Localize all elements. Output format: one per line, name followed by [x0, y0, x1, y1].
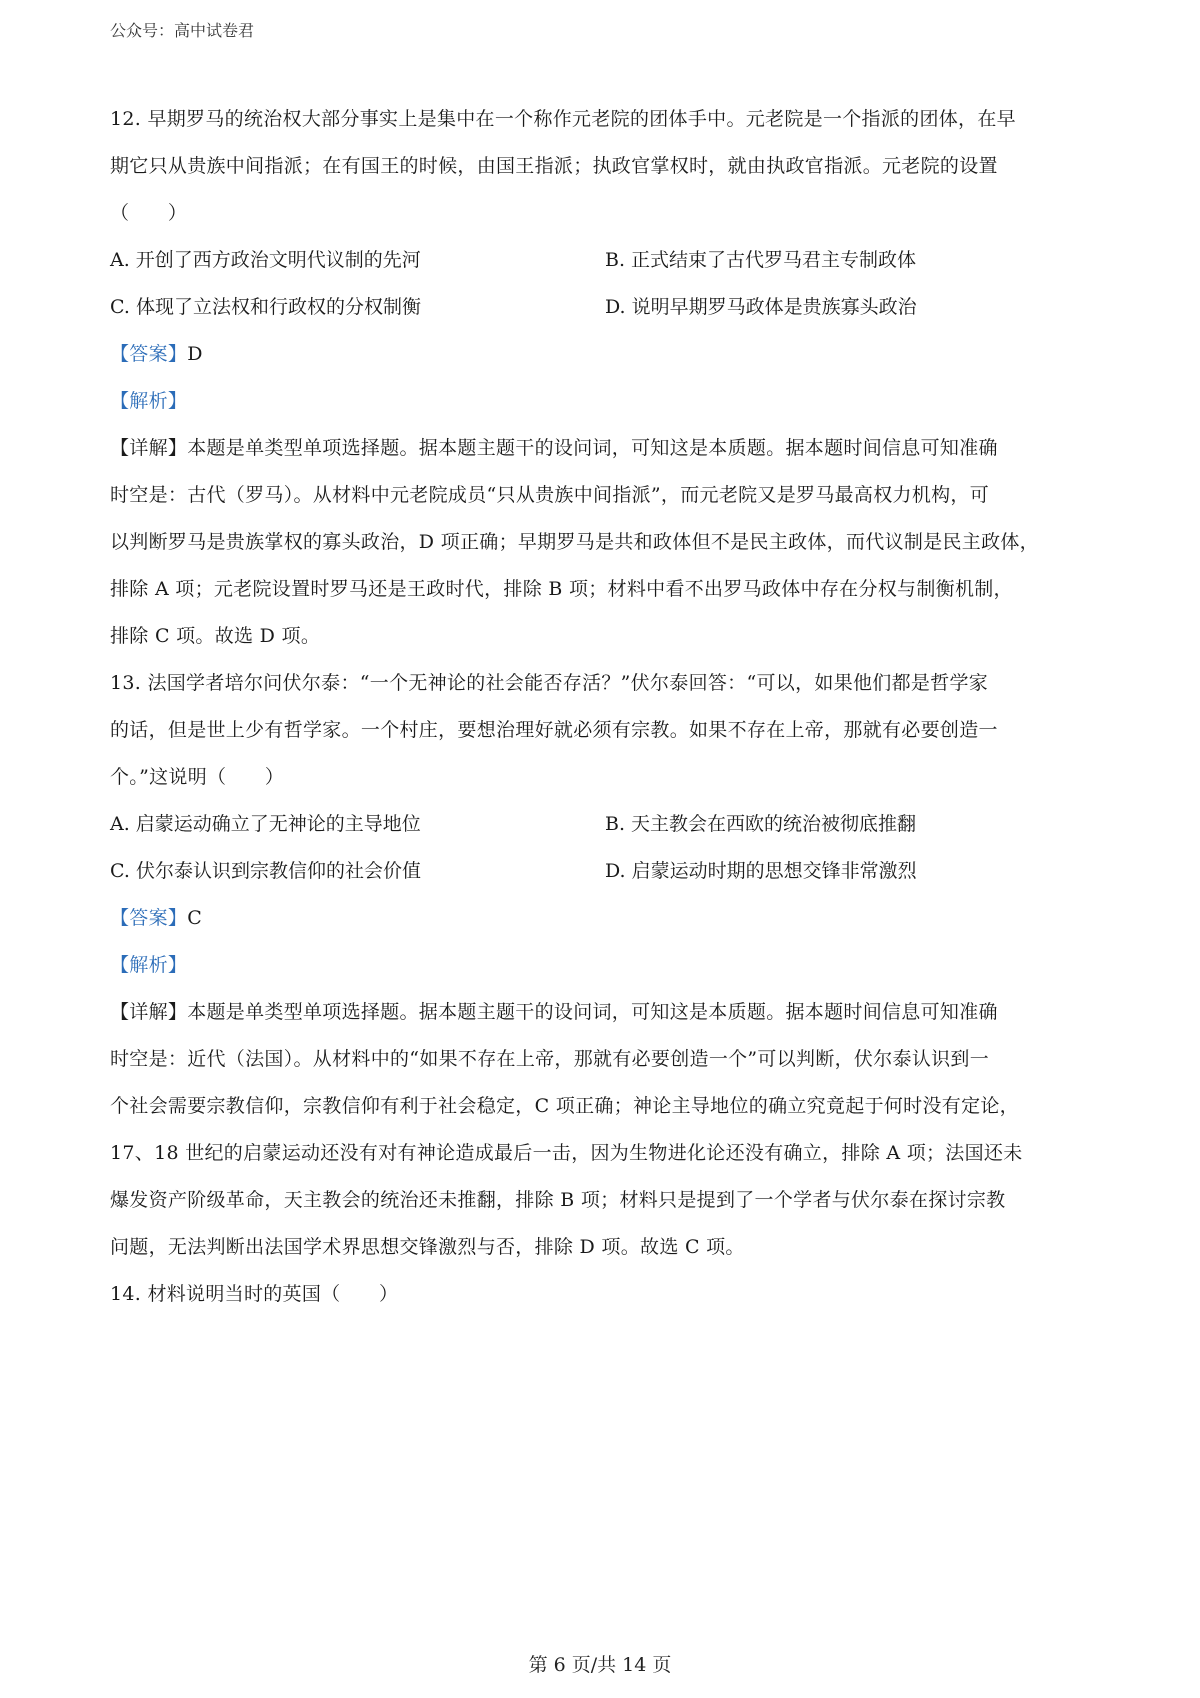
source-header: 公众号：高中试卷君 — [110, 21, 255, 40]
detail-line: 【详解】本题是单类型单项选择题。据本题主题干的设问词，可知这是本质题。据本题时间信息可知准确 — [110, 1001, 998, 1023]
answer-value: D — [187, 343, 203, 365]
question-stem-line: 14. 材料说明当时的英国（ ） — [110, 1283, 399, 1305]
analysis-tag: 【解析】 — [110, 954, 188, 976]
option-d: D. 启蒙运动时期的思想交锋非常激烈 — [605, 860, 917, 882]
question-stem-line: 13. 法国学者培尔问伏尔泰：“一个无神论的社会能否存活？”伏尔泰回答：“可以，如果他们都是哲学家 — [110, 672, 989, 694]
detail-line: 个社会需要宗教信仰，宗教信仰有利于社会稳定，C 项正确；神论主导地位的确立究竟起于何时没有定论， — [110, 1095, 1019, 1117]
detail-line: 问题，无法判断出法国学术界思想交锋激烈与否，排除 D 项。故选 C 项。 — [110, 1236, 745, 1258]
page-number: 第 6 页/共 14 页 — [528, 1654, 672, 1676]
option-a: A. 开创了西方政治文明代议制的先河 — [110, 249, 421, 271]
question-12 — [110, 96, 1100, 660]
question-13 — [110, 660, 1100, 1271]
analysis-line — [110, 942, 1100, 989]
question-stem-line: 的话，但是世上少有哲学家。一个村庄，要想治理好就必须有宗教。如果不存在上帝，那就有必要创造一 — [110, 719, 998, 741]
detail-line: 17、18 世纪的启蒙运动还没有对有神论造成最后一击，因为生物进化论还没有确立，排除 A 项；法国还未 — [110, 1142, 1023, 1164]
option-c: C. 体现了立法权和行政权的分权制衡 — [110, 296, 421, 318]
detail-line: 时空是：近代（法国）。从材料中的“如果不存在上帝，那就有必要创造一个”可以判断，伏尔泰认识到一 — [110, 1048, 990, 1070]
answer-line — [110, 331, 1100, 378]
analysis-line — [110, 378, 1100, 425]
question-stem-line: 期它只从贵族中间指派；在有国王的时候，由国王指派；执政官掌权时，就由执政官指派。元老院的设置 — [110, 155, 998, 177]
question-stem-line: 12. 早期罗马的统治权大部分事实上是集中在一个称作元老院的团体手中。元老院是一个指派的团体，在早 — [110, 108, 1016, 130]
options-row — [110, 801, 1100, 848]
question-14 — [110, 1271, 1100, 1318]
detail-line: 排除 A 项；元老院设置时罗马还是王政时代，排除 B 项；材料中看不出罗马政体中存在分权与制衡机制， — [110, 578, 1013, 600]
option-b: B. 正式结束了古代罗马君主专制政体 — [605, 249, 917, 271]
answer-value: C — [187, 907, 203, 929]
options-row — [110, 848, 1100, 895]
answer-line — [110, 895, 1100, 942]
detail-line: 排除 C 项。故选 D 项。 — [110, 625, 321, 647]
options-row — [110, 284, 1100, 331]
detail-line: 爆发资产阶级革命，天主教会的统治还未推翻，排除 B 项；材料只是提到了一个学者与伏尔泰在探讨宗教 — [110, 1189, 1006, 1211]
answer-tag: 【答案】 — [110, 343, 188, 365]
option-c: C. 伏尔泰认识到宗教信仰的社会价值 — [110, 860, 421, 882]
option-d: D. 说明早期罗马政体是贵族寡头政治 — [605, 296, 917, 318]
answer-tag: 【答案】 — [110, 907, 188, 929]
option-b: B. 天主教会在西欧的统治被彻底推翻 — [605, 813, 917, 835]
question-stem-line: 个。”这说明（ ） — [110, 766, 285, 788]
options-row — [110, 237, 1100, 284]
analysis-tag: 【解析】 — [110, 390, 188, 412]
detail-line: 【详解】本题是单类型单项选择题。据本题主题干的设问词，可知这是本质题。据本题时间信息可知准确 — [110, 437, 998, 459]
option-a: A. 启蒙运动确立了无神论的主导地位 — [110, 813, 421, 835]
detail-line: 以判断罗马是贵族掌权的寡头政治，D 项正确；早期罗马是共和政体但不是民主政体，而代议制是民主政体， — [110, 531, 1039, 553]
page-content — [110, 96, 1100, 1318]
question-stem-line: （ ） — [110, 202, 188, 224]
detail-line: 时空是：古代（罗马）。从材料中元老院成员“只从贵族中间指派”，而元老院又是罗马最高权力机构，可 — [110, 484, 990, 506]
